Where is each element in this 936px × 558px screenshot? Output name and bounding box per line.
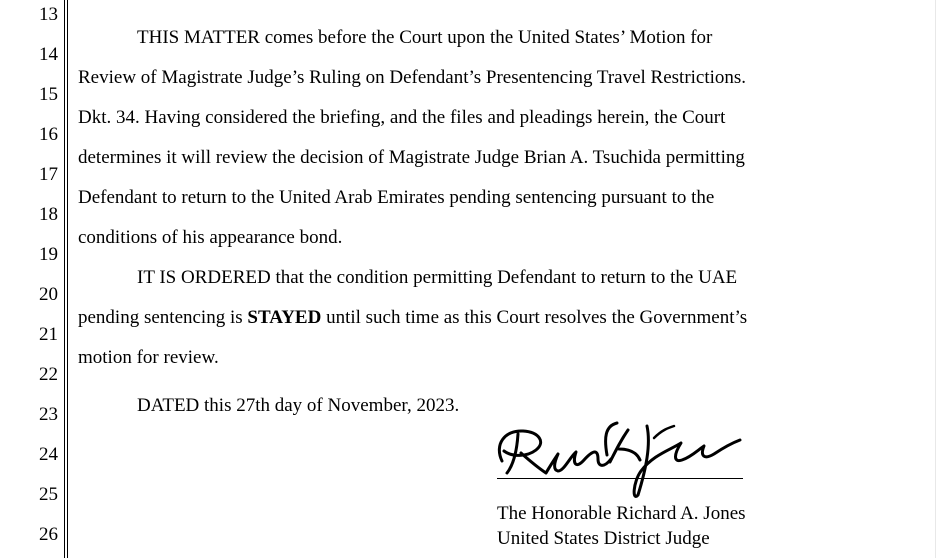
left-margin-rule-inner [67, 0, 68, 558]
stay-sentence-after: until such time as this Court resolves the Government’s [321, 307, 748, 328]
line-number-18: 18 [39, 204, 58, 225]
line-number-26: 26 [39, 524, 58, 545]
stayed-emphasis: STAYED [247, 307, 322, 328]
dated-line: DATED this 27th day of November, 2023. [137, 395, 460, 416]
handwritten-signature [494, 418, 744, 502]
line-number-14: 14 [39, 44, 58, 65]
paragraph-1-line-1: THIS MATTER comes before the Court upon the United States’ Motion for [137, 27, 713, 48]
line-number-23: 23 [39, 404, 58, 425]
line-number-column [0, 0, 62, 558]
left-margin-rule-outer [64, 0, 65, 558]
paragraph-2-line-1: IT IS ORDERED that the condition permitting Defendant to return to the UAE [137, 267, 738, 288]
line-number-25: 25 [39, 484, 58, 505]
line-number-17: 17 [39, 164, 58, 185]
paragraph-1-line-6: conditions of his appearance bond. [78, 227, 343, 248]
line-number-24: 24 [39, 444, 58, 465]
judge-name: The Honorable Richard A. Jones [497, 503, 746, 524]
paragraph-2-line-2 [78, 298, 918, 338]
line-number-15: 15 [39, 84, 58, 105]
paragraph-1-line-3: Dkt. 34. Having considered the briefing, and the files and pleadings herein, the Court [78, 107, 726, 128]
line-number-22: 22 [39, 364, 58, 385]
line-number-21: 21 [39, 324, 58, 345]
paragraph-1-line-4: determines it will review the decision of Magistrate Judge Brian A. Tsuchida permitting [78, 147, 745, 168]
order-body [78, 18, 918, 378]
judge-title: United States District Judge [497, 528, 710, 549]
paragraph-2-line-3: motion for review. [78, 347, 219, 368]
line-number-13: 13 [39, 4, 58, 25]
signature-rule [497, 478, 743, 479]
paragraph-1-line-2: Review of Magistrate Judge’s Ruling on Defendant’s Presentencing Travel Restrictions. [78, 67, 747, 88]
stay-sentence-before: pending sentencing is [78, 307, 248, 328]
line-number-19: 19 [39, 244, 58, 265]
line-number-20: 20 [39, 284, 58, 305]
paragraph-1-line-5: Defendant to return to the United Arab Emirates pending sentencing pursuant to the [78, 187, 715, 208]
line-number-16: 16 [39, 124, 58, 145]
